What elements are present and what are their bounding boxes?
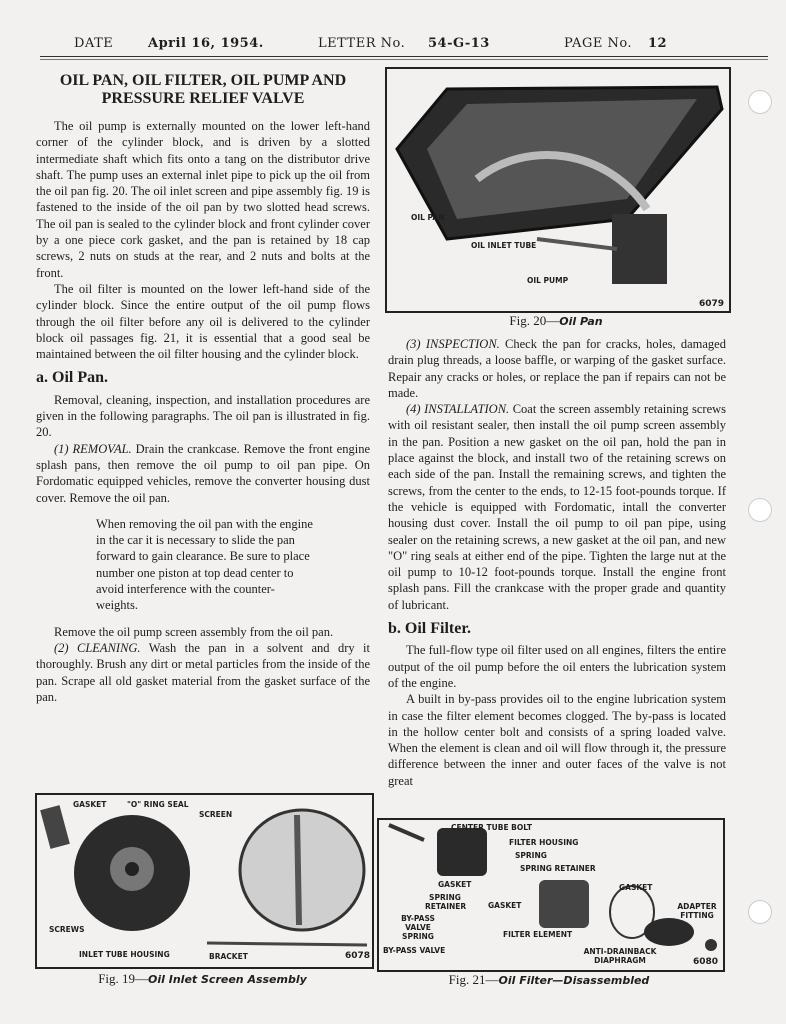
step-label: (1) REMOVAL.: [54, 441, 132, 456]
label-adapter-fitting: ADAPTER FITTING: [677, 902, 717, 920]
label-oil-inlet-tube: OIL INLET TUBE: [471, 241, 537, 250]
paragraph: The oil filter is mounted on the lower left-hand side of the cylinder block. Since the entire output of the oil pump flows through the oil filter before any oil is delivered to the cylinder block oil passages fig. 21, it is essential that a good seal be maintained between the oil filter housing and the cylinder block.: [36, 281, 370, 362]
page-label: PAGE No.: [564, 36, 633, 51]
figure-caption: [377, 972, 721, 988]
paragraph: [388, 401, 726, 613]
note: When removing the oil pan with the engine in the car it is necessary to slide the pan forward to gain clearance. Be sure to place number one piston at top dead center to avoid interference with the counter-weights.: [96, 516, 313, 613]
paragraph: Remove the oil pump screen assembly from the oil pan.: [54, 624, 334, 639]
label-filter-element: FILTER ELEMENT: [503, 930, 573, 939]
label-filter-housing: FILTER HOUSING: [509, 838, 579, 847]
figure-oil-pan: [385, 67, 731, 313]
label-o-ring-seal: "O" RING SEAL: [127, 800, 189, 809]
paragraph: A built in by-pass provides oil to the engine lubrication system in case the filter element becomes clogged. The by-pass is located in the hollow center bolt and consists of a spring loaded valve. When the element is clean and oil will flow through it, the pressure difference between the inner and outer faces of the valve is not great: [388, 692, 726, 788]
figure-number: 6078: [344, 951, 370, 961]
right-column: [388, 336, 726, 789]
step-text: Wash the pan in a solvent and dry it thoroughly. Brush any dirt or metal particles from the inside of the pan. Scrape all old gasket material from the gasket surface of the pan.: [36, 640, 371, 704]
figure-number: 6080: [692, 957, 718, 967]
caption-number: Fig. 19—: [98, 971, 149, 986]
label-center-tube-bolt: CENTER TUBE BOLT: [451, 823, 532, 832]
binder-hole: [748, 498, 772, 522]
figure-number: 6079: [698, 299, 724, 309]
label-spring: SPRING: [515, 851, 547, 860]
paragraph: [36, 640, 370, 705]
paragraph: [388, 336, 726, 401]
step-label: (2) CLEANING.: [54, 640, 141, 655]
caption-text: Oil Filter—Disassembled: [498, 974, 650, 987]
label-screws: SCREWS: [49, 925, 85, 934]
caption-text: Oil Inlet Screen Assembly: [148, 973, 307, 986]
label-inlet-tube-housing: INLET TUBE HOUSING: [79, 950, 170, 959]
paragraph: The oil pump is externally mounted on the lower left-hand corner of the cylinder block, and is driven by a slotted intermediate shaft which fits onto a tang on the distributor drive shaft. The pump uses an external inlet pipe to pick up the oil from the oil pan fig. 20. The oil inlet screen and pipe assembly fig. 19 is fastened to the inside of the oil pan by two slotted head screws. The oil pan is sealed to the cylinder block and front cylinder cover by a one piece cork gasket, and the pan is retained by 18 cap screws, 2 nuts on studs at the rear, and 2 nuts and bolts at the front.: [36, 119, 370, 280]
section-heading-oil-pan: a. Oil Pan.: [36, 369, 109, 387]
figure-caption: [35, 971, 370, 987]
label-screen: SCREEN: [199, 810, 233, 819]
oil-pan-illustration: [387, 69, 729, 311]
letter-label: LETTER No.: [318, 36, 406, 51]
caption-text: Oil Pan: [559, 315, 603, 328]
step-text: Check the pan for cracks, holes, damaged drain plug threads, a loose baffle, or warping of the gasket surface. Repair any cracks or holes, or replace the pan if repairs can not be made.: [388, 337, 726, 400]
binder-hole: [748, 90, 772, 114]
step-label: (3) INSPECTION.: [406, 337, 500, 351]
paragraph: Removal, cleaning, inspection, and installation procedures are given in the following paragraphs. The oil pan is illustrated in fig. 20.: [36, 392, 370, 440]
page-header: [70, 36, 720, 54]
label-gasket-3: GASKET: [619, 883, 653, 892]
paragraph: [36, 441, 370, 506]
section-heading-oil-filter: b. Oil Filter.: [388, 620, 471, 638]
label-bracket: BRACKET: [209, 952, 248, 961]
label-oil-pan: OIL PAN: [411, 213, 445, 222]
label-gasket: GASKET: [438, 880, 472, 889]
date-label: DATE: [74, 36, 114, 51]
figure-caption: [385, 313, 727, 329]
letter-number: 54-G-13: [428, 36, 490, 51]
label-gasket-2: GASKET: [488, 901, 522, 910]
page-title: OIL PAN, OIL FILTER, OIL PUMP AND PRESSURE RELIEF VALVE: [59, 72, 347, 107]
binder-hole: [748, 900, 772, 924]
label-by-pass-valve-spring: BY-PASS VALVE SPRING: [401, 914, 435, 941]
step-text: Drain the crankcase. Remove the front engine splash pans, then remove the oil pump to oil pan pipe. On Fordomatic equipped vehicles, remove the converter housing dust cover. Remove the oil pan.: [36, 441, 370, 505]
paragraph: The full-flow type oil filter used on all engines, filters the entire output of the oil pump before the oil enters the lubrication system of the engine.: [388, 643, 726, 690]
label-oil-pump: OIL PUMP: [527, 276, 569, 285]
left-column: [36, 60, 370, 705]
caption-number: Fig. 20—: [509, 313, 560, 328]
step-label: (4) INSTALLATION.: [406, 402, 510, 417]
step-text: Coat the screen assembly retaining screws with oil resistant sealer, then install the oil pump screen assembly in the pan. Position a new gasket on the oil pan, hold the pan in place against the block, and install two of the retaining screws on each side of the pan. Install the remaining screws, and tighten the screws, from the center to the ends, to 12-15 foot-pounds torque. If the vehicle is equipped with Fordomatic, intall the converter housing dust cover. Install the oil pump to oil pan pipe, using sealer on the retaining screws, a new gasket at the oil pan, and new "O" ring seals at either end of the pipe. Tighten the large nut at the oil pump to 10-12 foot-pounds torque. Install the engine front splash pans. Fill the crankcase with the proper grade and quantity of lubricant.: [388, 402, 727, 612]
label-gasket: GASKET: [73, 800, 107, 809]
date: April 16, 1954.: [148, 36, 264, 51]
label-by-pass-valve: BY-PASS VALVE: [383, 946, 446, 955]
header-rule: [40, 56, 768, 57]
page-number: 12: [648, 36, 668, 51]
inlet-screen-illustration: [37, 795, 372, 967]
label-anti-drainback-diaphragm: ANTI-DRAINBACK DIAPHRAGM: [583, 947, 657, 965]
label-spring-retainer: SPRING RETAINER: [520, 864, 596, 873]
figure-oil-filter: [377, 818, 725, 972]
label-spring-retainer-small: SPRING RETAINER: [425, 893, 467, 911]
caption-number: Fig. 21—: [448, 972, 499, 987]
figure-oil-inlet-screen: [35, 793, 374, 969]
